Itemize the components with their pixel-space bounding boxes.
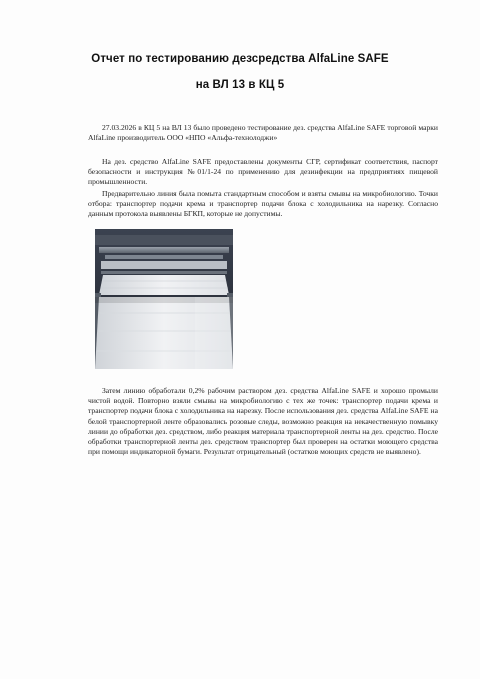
paragraph-documents: На дез. средство AlfaLine SAFE предоставлены документы СГР, сертификат соответствия, паспорт безопасности и инструкция №01/1-24 по применению для дезинфекции на предприятиях пищевой промышленности. xyxy=(88,157,438,187)
paragraph-treatment-results: Затем линию обработали 0,2% рабочим раствором дез. средства AlfaLine SAFE и хорошо промыли чистой водой. Повторно взяли смывы на микробиологию с тех же точек: транспортер подачи крема и транспортер подачи блока с холодильника на нарезку. После использования дез. средства AlfaLine SAFE на белой транспортерной ленте образовались розовые следы, возможно реакция на некачественную помывку линии до обработки дез. средством, либо реакция материала транспортерной ленты на дез. средство. После обработки транспортерной ленты дез. средством транспортер был проверен на остатки моющего средства при помощи индикаторной бумаги. Результат отрицательный (остатков моющих средств не выявлено). xyxy=(88,386,438,457)
paragraph-preliminary: Предварительно линия была помыта стандартным способом и взяты смывы на микробиологию. Точки отбора: транспортер подачи крема и транспортер подачи блока с холодильника на нарезку. Согласно данным протокола выявлены БГКП, которые не допустимы. xyxy=(88,189,438,219)
conveyor-belt-photo xyxy=(95,229,233,369)
report-title: Отчет по тестированию дезсредства AlfaLine SAFE xyxy=(91,53,389,65)
paragraph-intro: 27.03.2026 в КЦ 5 на ВЛ 13 было проведено тестирование дез. средства AlfaLine SAFE торговой марки AlfaLine производитель ООО «НПО «Альфа-технолоджи» xyxy=(88,123,438,143)
report-subtitle: на ВЛ 13 в КЦ 5 xyxy=(195,79,285,91)
